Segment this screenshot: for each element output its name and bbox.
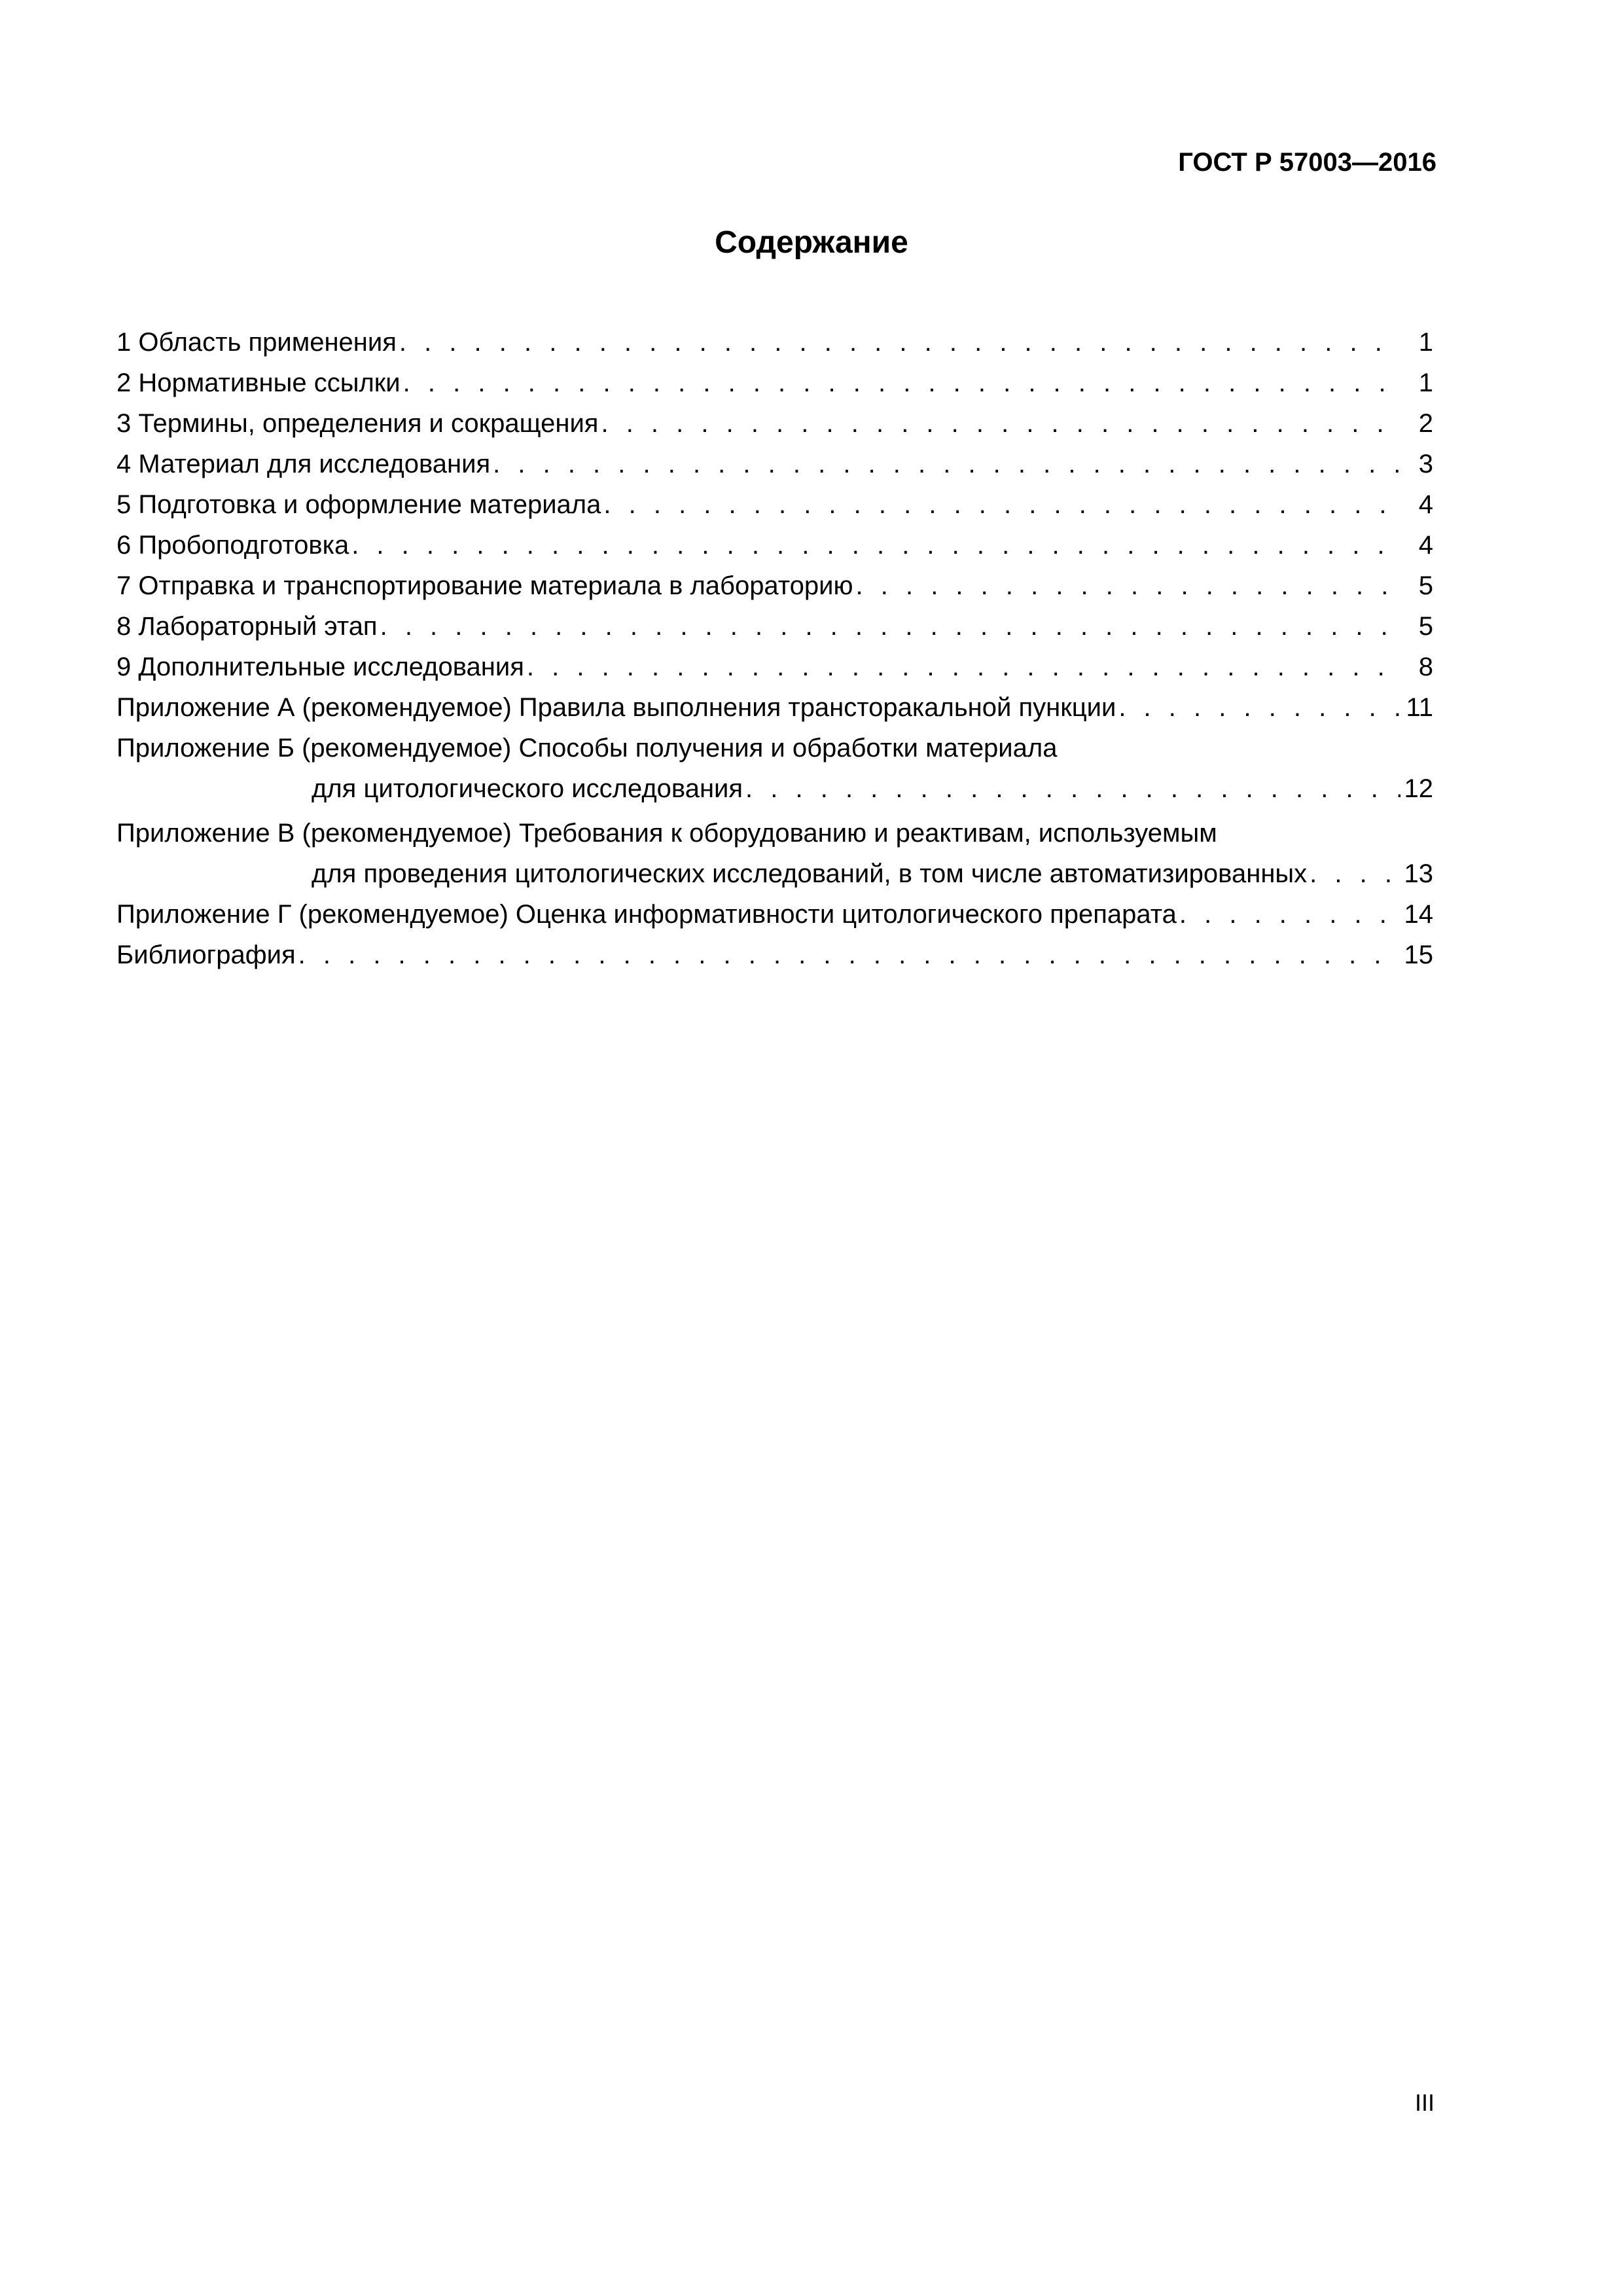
toc-entry-page: 14 — [1404, 900, 1433, 929]
toc-entry-page: 5 — [1418, 571, 1433, 600]
document-code: ГОСТ Р 57003—2016 — [1178, 148, 1436, 177]
toc-entry-title: Приложение В (рекомендуемое) Требования к оборудованию и реактивам, используемым — [116, 819, 1217, 848]
dot-leader — [351, 525, 1400, 565]
dot-leader — [493, 444, 1400, 484]
toc-entry[interactable] — [116, 728, 1433, 809]
toc-entry-title: Приложение А (рекомендуемое) Правила выполнения трансторакальной пункции — [116, 693, 1116, 722]
toc-entry-title-continuation: для цитологического исследования — [312, 774, 743, 803]
toc-entry-page: 13 — [1404, 859, 1433, 888]
toc-entry-page: 3 — [1418, 450, 1433, 478]
toc-entry-page: 1 — [1418, 328, 1433, 357]
toc-entry-title: 7 Отправка и транспортирование материала в лабораторию — [116, 571, 853, 600]
toc-entry-title: 9 Дополнительные исследования — [116, 653, 524, 681]
dot-leader — [527, 647, 1400, 687]
toc-entry-page: 4 — [1418, 490, 1433, 519]
dot-leader — [403, 363, 1400, 403]
page-number: III — [1414, 2089, 1435, 2116]
dot-leader — [745, 768, 1400, 809]
toc-entry-title: 1 Область применения — [116, 328, 397, 357]
dot-leader — [380, 606, 1400, 647]
table-of-contents — [116, 322, 1433, 975]
toc-entry-page: 4 — [1418, 531, 1433, 560]
toc-entry-page: 15 — [1404, 941, 1433, 969]
dot-leader — [1179, 894, 1400, 935]
toc-entry[interactable] — [116, 322, 1433, 363]
toc-entry[interactable] — [116, 403, 1433, 444]
toc-entry-title: 5 Подготовка и оформление материала — [116, 490, 601, 519]
toc-entry[interactable] — [116, 525, 1433, 565]
toc-entry[interactable] — [116, 606, 1433, 647]
toc-entry[interactable] — [116, 935, 1433, 975]
toc-entry-page: 8 — [1418, 653, 1433, 681]
toc-entry-title: Приложение Г (рекомендуемое) Оценка информативности цитологического препарата — [116, 900, 1177, 929]
toc-title: Содержание — [715, 225, 908, 260]
toc-entry[interactable] — [116, 894, 1433, 935]
dot-leader — [298, 935, 1400, 975]
toc-entry-title: 3 Термины, определения и сокращения — [116, 409, 599, 438]
dot-leader — [601, 403, 1400, 444]
toc-entry[interactable] — [116, 444, 1433, 484]
toc-entry-title: 6 Пробоподготовка — [116, 531, 349, 560]
toc-entry[interactable] — [116, 813, 1433, 894]
toc-entry-title: Приложение Б (рекомендуемое) Способы получения и обработки материала — [116, 734, 1058, 762]
toc-entry[interactable] — [116, 565, 1433, 606]
dot-leader — [856, 565, 1400, 606]
dot-leader — [603, 484, 1400, 525]
toc-entry-title: 4 Материал для исследования — [116, 450, 491, 478]
toc-entry[interactable] — [116, 687, 1433, 728]
toc-entry-page: 5 — [1418, 612, 1433, 641]
toc-entry-page: 1 — [1418, 368, 1433, 397]
toc-entry[interactable] — [116, 363, 1433, 403]
toc-entry-title: Библиография — [116, 941, 296, 969]
toc-entry[interactable] — [116, 484, 1433, 525]
dot-leader — [399, 322, 1400, 363]
toc-entry-title-continuation: для проведения цитологических исследований, в том числе автоматизированных — [312, 859, 1308, 888]
toc-entry-title: 2 Нормативные ссылки — [116, 368, 401, 397]
toc-entry-page: 2 — [1418, 409, 1433, 438]
toc-entry[interactable] — [116, 647, 1433, 687]
toc-entry-page: 11 — [1406, 693, 1433, 722]
dot-leader — [1118, 687, 1400, 728]
toc-entry-page: 12 — [1404, 774, 1433, 803]
dot-leader — [1310, 853, 1400, 894]
toc-entry-title: 8 Лабораторный этап — [116, 612, 378, 641]
